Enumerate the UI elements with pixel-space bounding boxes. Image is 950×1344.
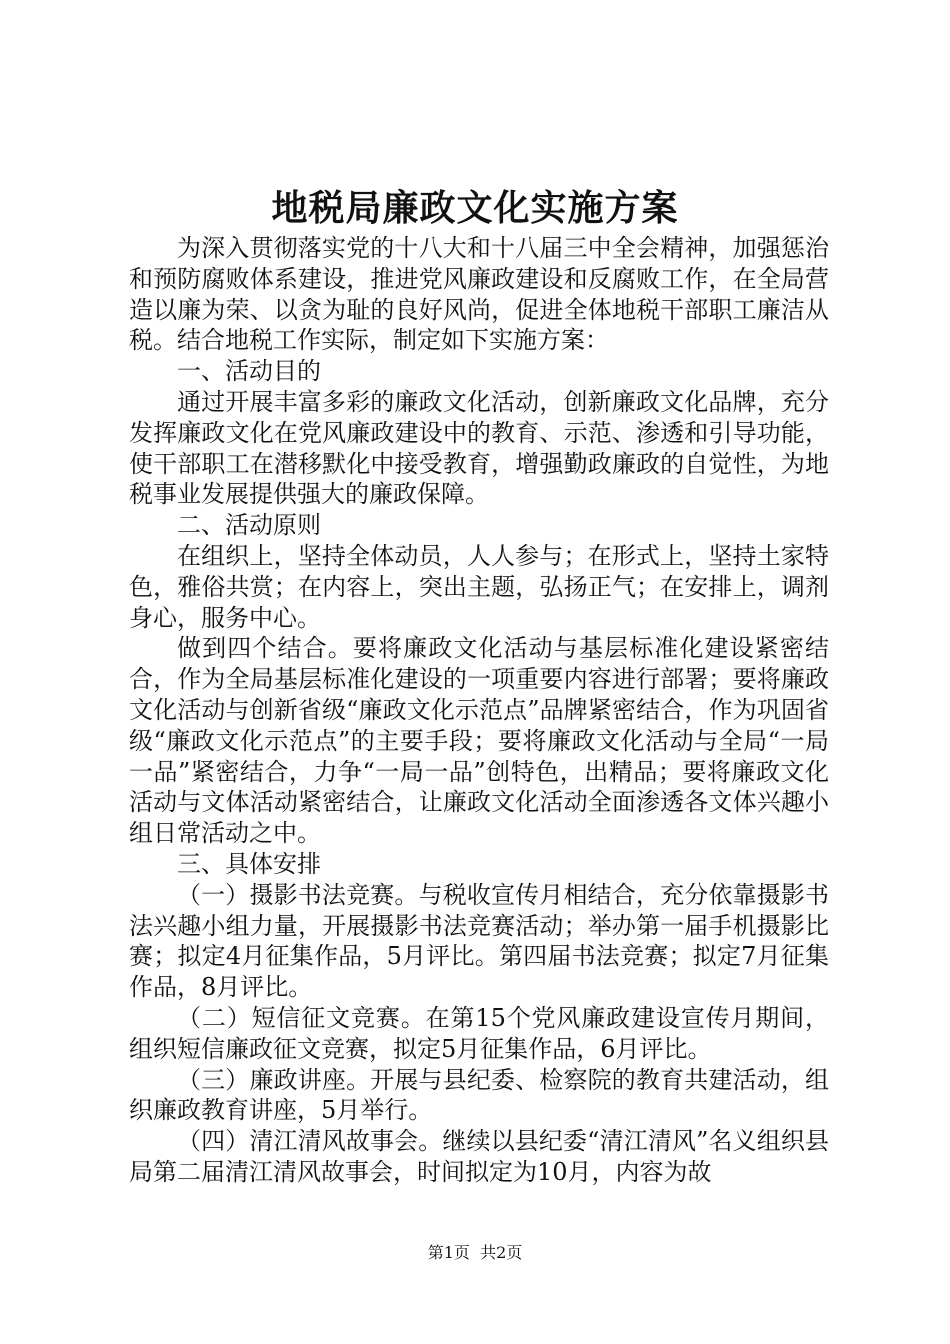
document-body [129, 233, 829, 1188]
section-heading-purpose: 一、活动目的 [177, 357, 321, 386]
arrangement-item-4: （四）清江清风故事会。继续以县纪委“清江清风”名义组织县局第二届清江清风故事会，时间拟定为10月，内容为故 [129, 1127, 829, 1186]
page-footer [0, 1243, 950, 1263]
section-heading-arrangements: 三、具体安排 [177, 849, 321, 878]
section-heading-principles: 二、活动原则 [177, 511, 321, 540]
footer-spacer [470, 1243, 480, 1262]
arrangement-item-3: （三）廉政讲座。开展与县纪委、检察院的教育共建活动，组织廉政教育讲座，5月举行。 [129, 1065, 829, 1125]
principles-paragraph: 在组织上，坚持全体动员，人人参与；在形式上，坚持土家特色，雅俗共赏；在内容上，突出主题，弘扬正气；在安排上，调剂身心，服务中心。 [129, 541, 829, 632]
purpose-paragraph: 通过开展丰富多彩的廉政文化活动，创新廉政文化品牌，充分发挥廉政文化在党风廉政建设中的教育、示范、渗透和引导功能，使干部职工在潜移默化中接受教育，增强勤政廉政的自觉性，为地税事业发展提供强大的廉政保障。 [129, 387, 829, 509]
page-total: 共2页 [480, 1243, 523, 1262]
intro-paragraph: 为深入贯彻落实党的十八大和十八届三中全会精神，加强惩治和预防腐败体系建设，推进党风廉政建设和反腐败工作，在全局营造以廉为荣、以贪为耻的良好风尚，促进全体地税干部职工廉洁从税。结合地税工作实际，制定如下实施方案： [129, 234, 829, 355]
four-combinations-paragraph: 做到四个结合。要将廉政文化活动与基层标准化建设紧密结合，作为全局基层标准化建设的一项重要内容进行部署；要将廉政文化活动与创新省级“廉政文化示范点”品牌紧密结合，作为巩固省级“廉政文化示范点”的主要手段；要将廉政文化活动与全局“一局一品”紧密结合，力争“一局一品”创特色，出精品；要将廉政文化活动与文体活动紧密结合，让廉政文化活动全面渗透各文体兴趣小组日常活动之中。 [129, 634, 829, 848]
page-number: 第1页 [427, 1243, 470, 1262]
arrangement-item-2: （二）短信征文竞赛。在第15个党风廉政建设宣传月期间，组织短信廉政征文竞赛，拟定5月征集作品，6月评比。 [129, 1003, 829, 1063]
arrangement-item-1: （一）摄影书法竞赛。与税收宣传月相结合，充分依靠摄影书法兴趣小组力量，开展摄影书法竞赛活动；举办第一届手机摄影比赛；拟定4月征集作品，5月评比。第四届书法竞赛；拟定7月征集作品，8月评比。 [129, 880, 829, 1002]
document-title: 地税局廉政文化实施方案 [271, 187, 679, 229]
